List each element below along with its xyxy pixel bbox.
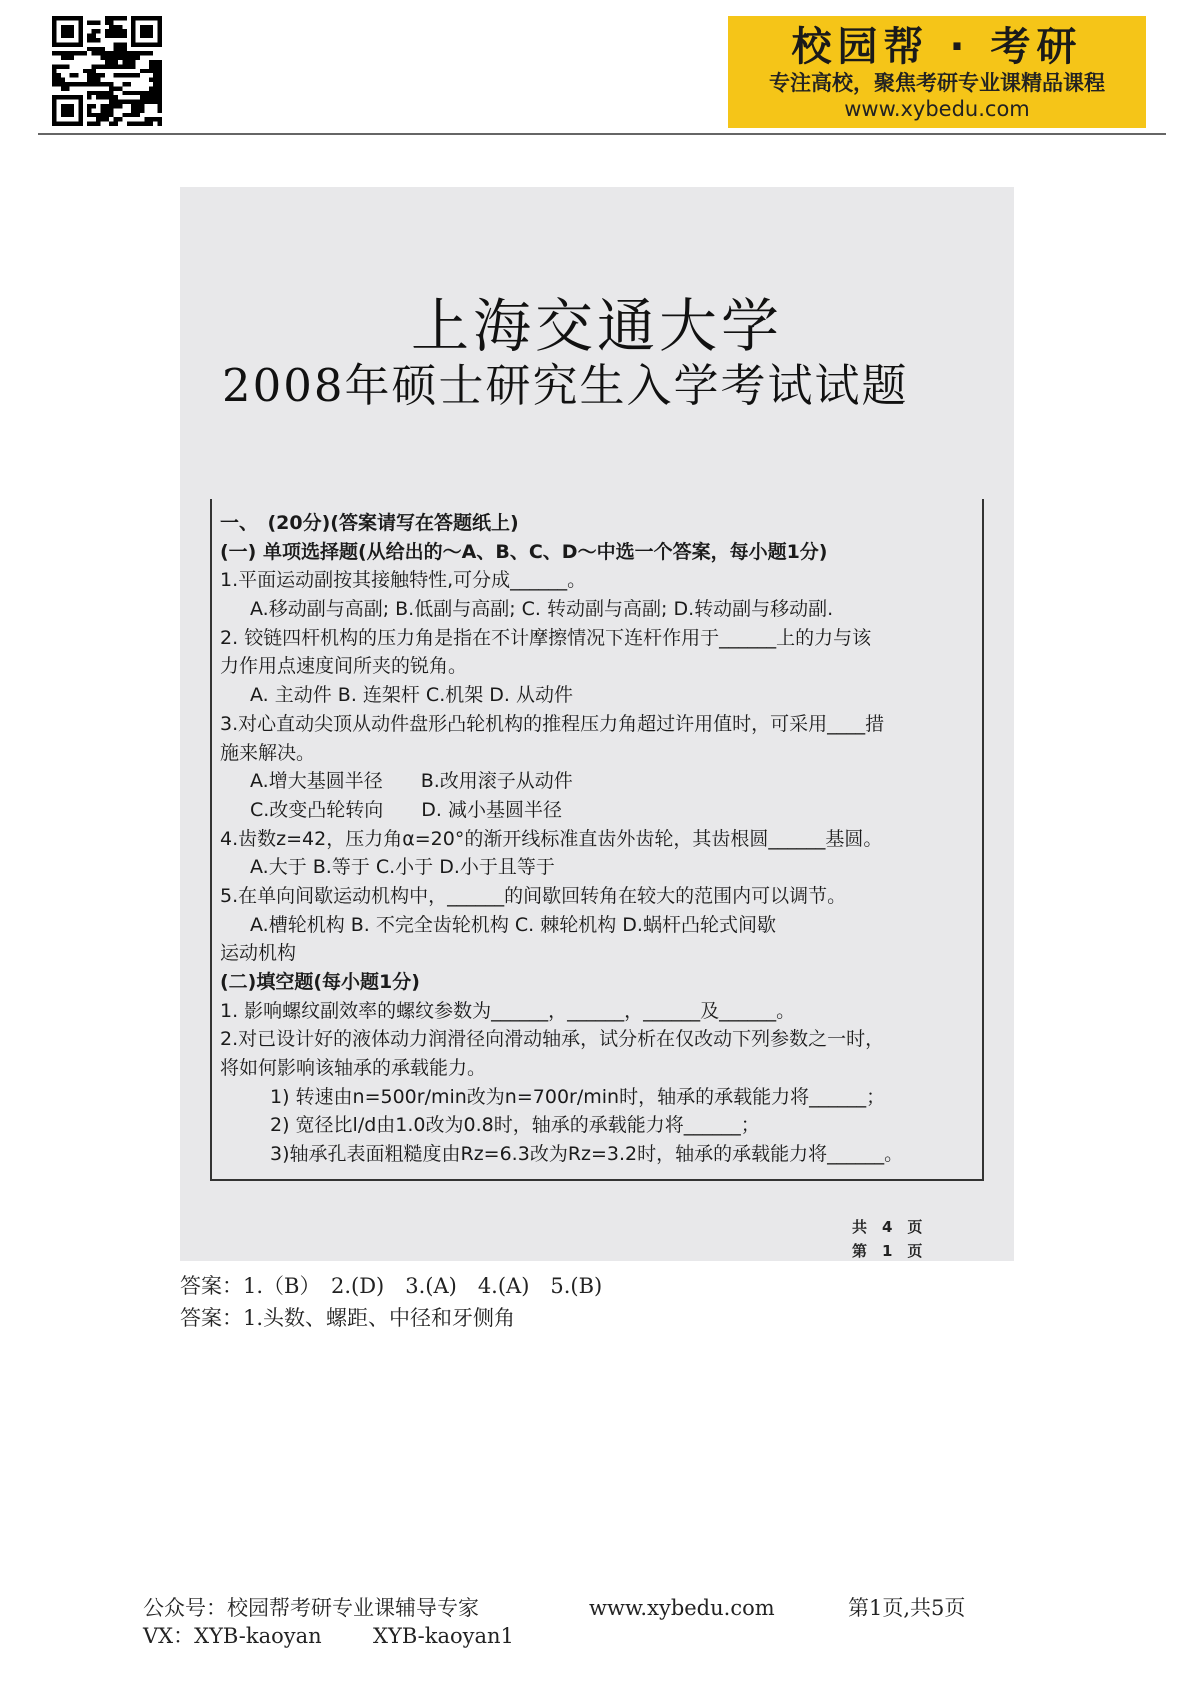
- footer-page-info: 第1页,共5页: [848, 1596, 966, 1620]
- exam-line: 3.对心直动尖顶从动件盘形凸轮机构的推程压力角超过许用值时，可采用____措: [220, 712, 885, 735]
- exam-page-current: 第 1 页: [852, 1242, 923, 1260]
- exam-line: (一) 单项选择题(从给出的～A、B、C、D～中选一个答案，每小题1分): [220, 540, 828, 563]
- footer-vx-id: VX：XYB-kaoyan: [143, 1624, 322, 1648]
- footer-vx-id2: XYB-kaoyan1: [373, 1624, 514, 1648]
- exam-university-title: 上海交通大学: [410, 292, 783, 360]
- exam-scan: [180, 187, 1014, 1261]
- header-divider: [38, 133, 1166, 135]
- footer-website: www.xybedu.com: [589, 1596, 775, 1620]
- qr-code-image: [52, 16, 162, 126]
- exam-line: 力作用点速度间所夹的锐角。: [220, 655, 468, 678]
- exam-line: 3)轴承孔表面粗糙度由Rz=6.3改为Rz=3.2时，轴承的承载能力将______。: [270, 1143, 904, 1166]
- brand-name: 校园帮 · 考研: [791, 24, 1083, 70]
- exam-line: C.改变凸轮转向 D. 减小基圆半径: [250, 798, 563, 821]
- exam-line: 一、 (20分)(答案请写在答题纸上): [220, 512, 519, 534]
- exam-line: 2. 铰链四杆机构的压力角是指在不计摩擦情况下连杆作用于______上的力与该: [220, 626, 872, 649]
- exam-line: 运动机构: [220, 942, 297, 965]
- exam-page-mark: [852, 1215, 922, 1263]
- exam-line: 施来解决。: [220, 741, 316, 764]
- exam-line: (二)填空题(每小题1分): [220, 971, 420, 993]
- brand-slogan: 专注高校，聚焦考研专业课精品课程: [769, 71, 1105, 95]
- exam-line: 2.对已设计好的液体动力润滑径向滑动轴承，试分析在仅改动下列参数之一时，: [220, 1028, 885, 1051]
- exam-line: A.移动副与高副; B.低副与高副; C. 转动副与高副; D.转动副与移动副.: [250, 598, 834, 621]
- exam-line: 2) 宽径比l/d由1.0改为0.8时，轴承的承载能力将______；: [270, 1114, 760, 1137]
- exam-line: 将如何影响该轴承的承载能力。: [220, 1057, 487, 1080]
- brand-url: www.xybedu.com: [844, 97, 1030, 121]
- answer-line-choice: 答案：1.（B） 2.(D) 3.(A) 4.(A) 5.(B): [180, 1274, 603, 1298]
- exam-page-total: 共 4 页: [852, 1218, 923, 1236]
- answers-block: [180, 1270, 602, 1334]
- page-footer: [143, 1594, 1063, 1650]
- exam-line: 1. 影响螺纹副效率的螺纹参数为______，______，______及______。: [220, 999, 796, 1022]
- exam-paper-title: 2008年硕士研究生入学考试试题: [222, 359, 909, 412]
- footer-wechat-account: 公众号：校园帮考研专业课辅导专家: [143, 1596, 479, 1620]
- exam-line: 4.齿数z=42，压力角α=20°的渐开线标准直齿外齿轮，其齿根圆______基圆。: [220, 827, 883, 850]
- exam-questions: [220, 509, 980, 1169]
- brand-banner: [728, 16, 1146, 128]
- exam-line: A.槽轮机构 B. 不完全齿轮机构 C. 棘轮机构 D.蜗杆凸轮式间歇: [250, 913, 776, 936]
- exam-line: 1) 转速由n=500r/min改为n=700r/min时，轴承的承载能力将______；: [270, 1085, 886, 1108]
- exam-line: A.增大基圆半径 B.改用滚子从动件: [250, 770, 573, 793]
- exam-line: 5.在单向间歇运动机构中，______的间歇回转角在较大的范围内可以调节。: [220, 884, 847, 907]
- answer-line-fill: 答案：1.头数、螺距、中径和牙侧角: [180, 1306, 516, 1330]
- exam-line: A.大于 B.等于 C.小于 D.小于且等于: [250, 856, 555, 879]
- exam-line: 1.平面运动副按其接触特性,可分成______。: [220, 569, 587, 592]
- exam-line: A. 主动件 B. 连架杆 C.机架 D. 从动件: [250, 684, 573, 707]
